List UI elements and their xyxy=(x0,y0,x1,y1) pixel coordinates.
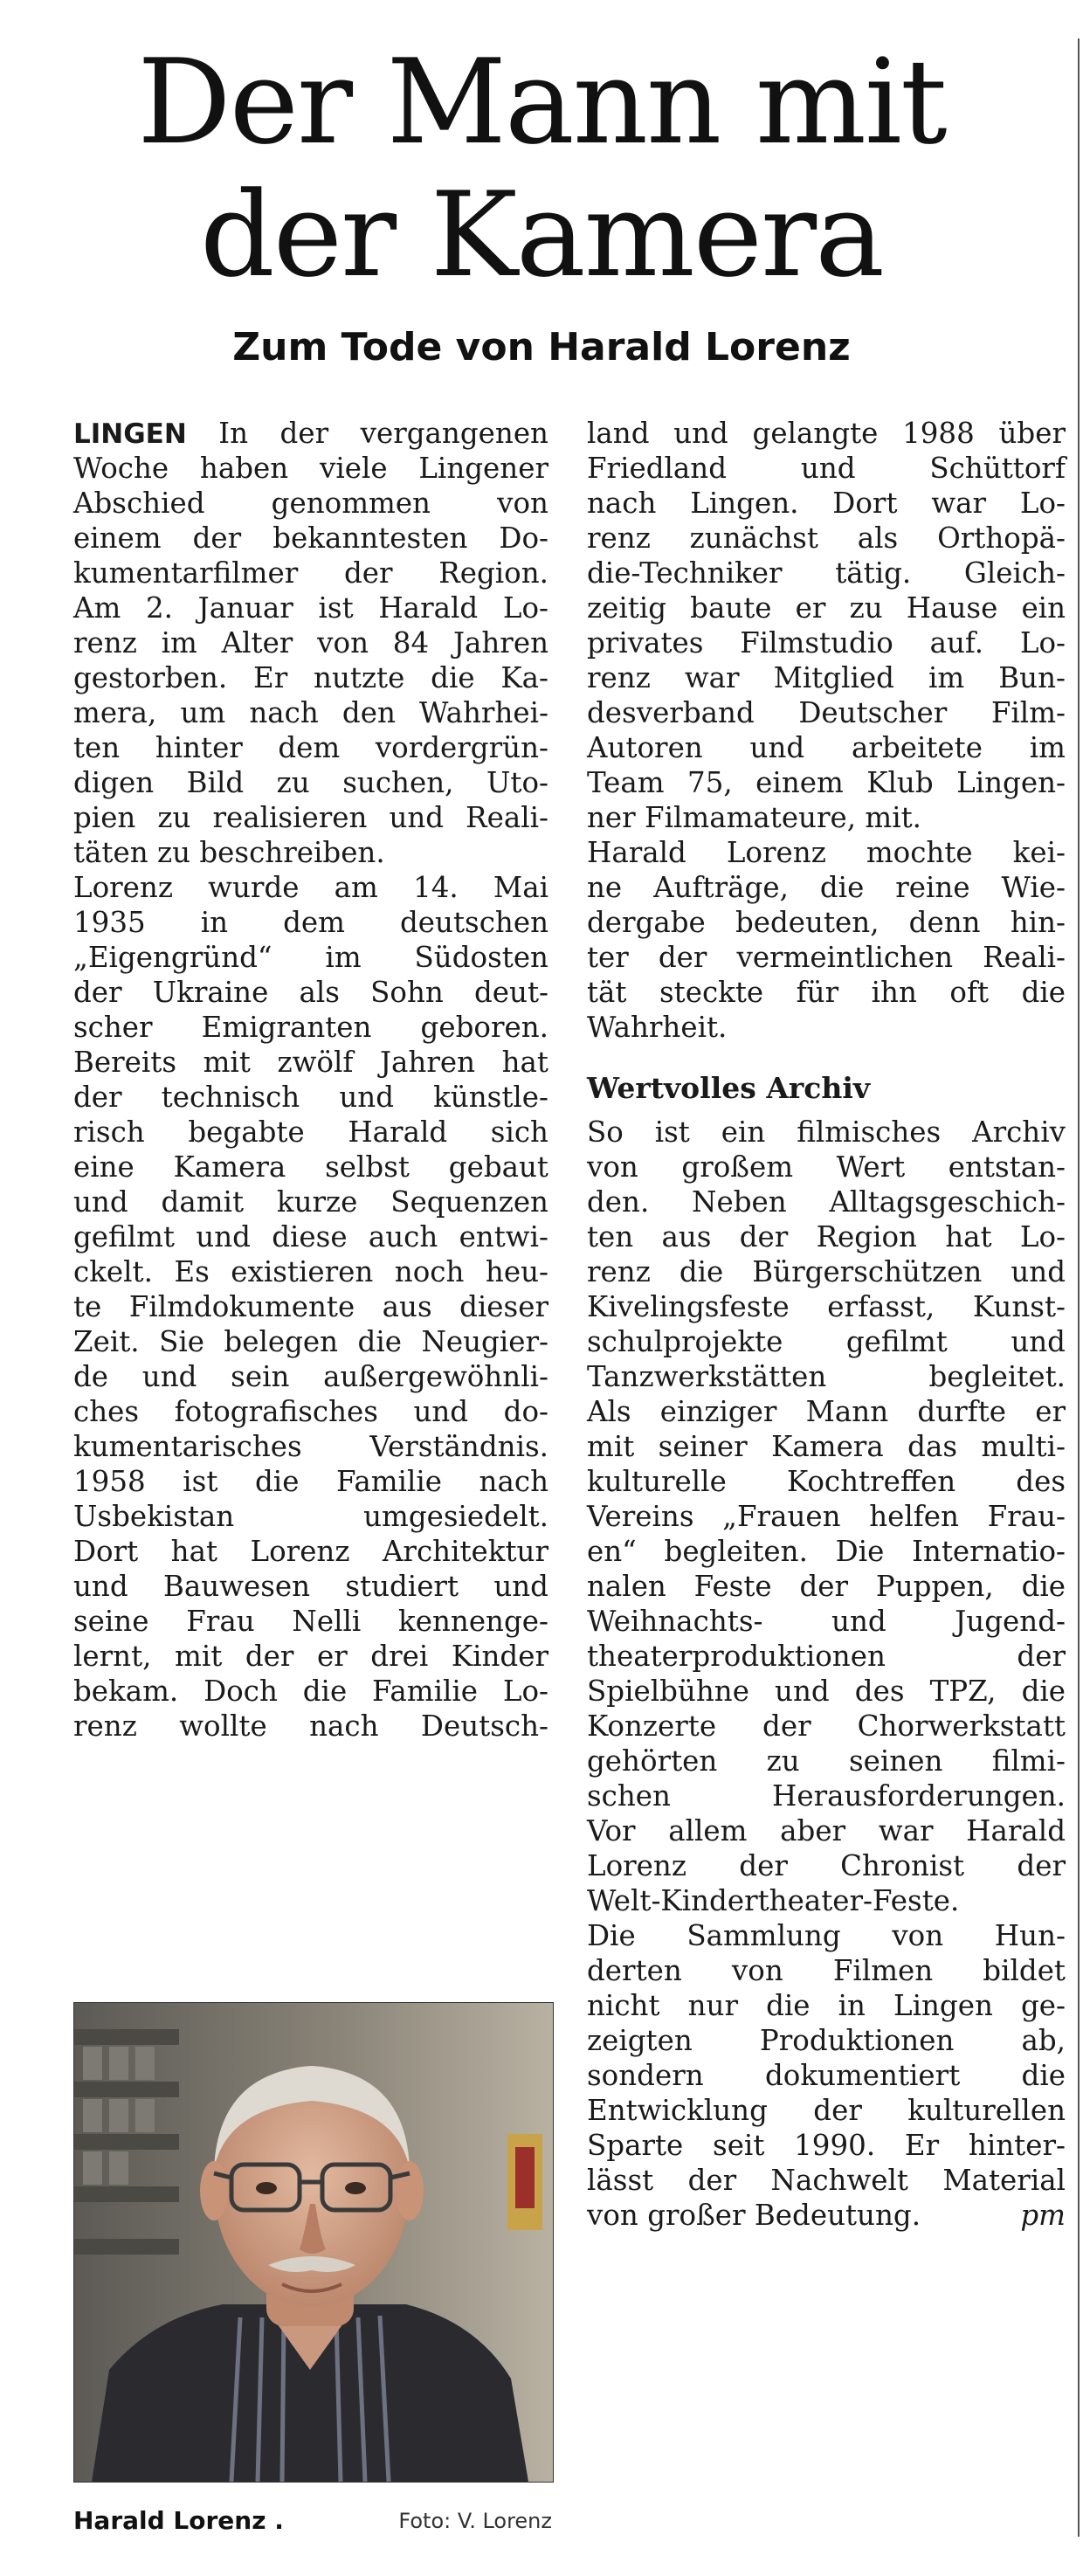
article-text-line: bekam. Doch die Familie Lo- xyxy=(73,1675,548,1708)
article-text-line: dergabe bedeuten, denn hin- xyxy=(587,906,1066,939)
article-text-line: Vor allem aber war Harald xyxy=(587,1814,1066,1847)
article-text-line: der technisch und künstle- xyxy=(73,1081,548,1114)
article-text-line: 1935 in dem deutschen xyxy=(73,906,548,939)
article-text-line: Als einziger Mann durfte er xyxy=(587,1395,1066,1428)
article-text-line: Wahrheit. xyxy=(587,1011,728,1044)
article-text-line: gestorben. Er nutzte die Ka- xyxy=(73,661,548,694)
article-text-fragment: von großer Bedeutung. xyxy=(587,2199,921,2232)
article-text-line: Weihnachts- und Jugend- xyxy=(587,1605,1066,1638)
article-text-line: nach Lingen. Dort war Lo- xyxy=(587,487,1066,520)
article-text-line: So ist ein filmisches Archiv xyxy=(587,1115,1066,1149)
article-text-line: ten aus der Region hat Lo- xyxy=(587,1220,1066,1253)
article-text-line: pien zu realisieren und Reali- xyxy=(73,801,548,834)
article-text-line: Woche haben viele Lingener xyxy=(73,452,548,485)
article-text-line: ne Aufträge, die reine Wie- xyxy=(587,871,1066,904)
article-text-line: Tanzwerkstätten begleitet. xyxy=(587,1360,1066,1393)
article-text-line: desverband Deutscher Film- xyxy=(587,696,1066,729)
author-signature: pm xyxy=(1020,2199,1066,2232)
article-text-line: ten hinter dem vordergrün- xyxy=(73,731,548,764)
article-text-line: von großem Wert entstan- xyxy=(587,1150,1066,1184)
article-text-line: und damit kurze Sequenzen xyxy=(73,1185,548,1219)
article-text-fragment: In der vergangenen xyxy=(186,417,548,450)
article-text-line: der Ukraine als Sohn deut- xyxy=(73,976,548,1009)
article-text-line: mera, um nach den Wahrhei- xyxy=(73,696,548,729)
caption-name: Harald Lorenz . xyxy=(73,2506,284,2535)
article-text-line: en“ begleiten. Die Internatio- xyxy=(587,1535,1066,1568)
article-text-line: Welt-Kindertheater-Feste. xyxy=(587,1884,960,1917)
article-text-line: ner Filmamateure, mit. xyxy=(587,801,922,834)
portrait-photo-image xyxy=(74,2003,553,2482)
article-text-line: zeigten Produktionen ab, xyxy=(587,2024,1066,2057)
article-text-line: Lorenz wurde am 14. Mai xyxy=(73,871,548,904)
article-text-line: kumentarfilmer der Region. xyxy=(73,556,548,590)
article-text-line: renz die Bürgerschützen und xyxy=(587,1255,1066,1288)
article-text-line xyxy=(73,416,548,451)
article-text-line: ckelt. Es existieren noch heu- xyxy=(73,1255,548,1288)
article-text-line: privates Filmstudio auf. Lo- xyxy=(587,626,1066,660)
article-text-line: kulturelle Kochtreffen des xyxy=(587,1465,1066,1498)
article-text-line: digen Bild zu suchen, Uto- xyxy=(73,766,548,799)
article-text-line xyxy=(587,2198,1066,2233)
subheadline: Zum Tode von Harald Lorenz xyxy=(232,325,851,369)
article-text-line: nicht nur die in Lingen ge- xyxy=(587,1989,1066,2022)
article-text-line: schulprojekte gefilmt und xyxy=(587,1325,1066,1358)
article-text-line: „Eigengründ“ im Südosten xyxy=(73,941,548,974)
article-text-line: Harald Lorenz mochte kei- xyxy=(587,836,1066,869)
article-text-line: sondern dokumentiert die xyxy=(587,2059,1066,2092)
article-text-line: Abschied genommen von xyxy=(73,487,548,520)
column-rule xyxy=(1078,38,1080,2537)
article-text-line: Team 75, einem Klub Lingen- xyxy=(587,766,1066,799)
article-text-line: derten von Filmen bildet xyxy=(587,1954,1066,1987)
article-text-line: Kivelingsfeste erfasst, Kunst- xyxy=(587,1290,1066,1323)
article-text-line: renz wollte nach Deutsch- xyxy=(73,1709,548,1743)
section-subheading: Wertvolles Archiv xyxy=(587,1071,871,1105)
article-text-line: theaterproduktionen der xyxy=(587,1640,1066,1673)
article-text-line: nalen Feste der Puppen, die xyxy=(587,1570,1066,1603)
article-text-line: mit seiner Kamera das multi- xyxy=(587,1430,1066,1463)
article-text-line: Lorenz der Chronist der xyxy=(587,1849,1066,1882)
article-text-line: Konzerte der Chorwerkstatt xyxy=(587,1709,1066,1743)
article-text-line: Zeit. Sie belegen die Neugier- xyxy=(73,1325,548,1358)
article-text-line: renz zunächst als Orthopä- xyxy=(587,521,1066,555)
article-column-left xyxy=(73,416,548,1744)
article-text-line: Am 2. Januar ist Harald Lo- xyxy=(73,591,548,625)
photo-credit: Foto: V. Lorenz xyxy=(398,2509,552,2533)
article-text-line: gehörten zu seinen filmi- xyxy=(587,1744,1066,1778)
headline-line-2: der Kamera xyxy=(199,167,884,303)
article-text-line: zeitig baute er zu Hause ein xyxy=(587,591,1066,625)
article-text-line: lässt der Nachwelt Material xyxy=(587,2164,1066,2197)
article-text-line: de und sein außergewöhnli- xyxy=(73,1360,548,1393)
article-text-line: renz im Alter von 84 Jahren xyxy=(73,626,548,660)
article-text-line: den. Neben Alltagsgeschich- xyxy=(587,1185,1066,1219)
article-text-line: 1958 ist die Familie nach xyxy=(73,1465,548,1498)
article-text-line: Bereits mit zwölf Jahren hat xyxy=(73,1046,548,1079)
article-text-line: täten zu beschreiben. xyxy=(73,836,385,869)
article-text-line: einem der bekanntesten Do- xyxy=(73,521,548,555)
article-text-line: und Bauwesen studiert und xyxy=(73,1570,548,1603)
article-text-line: Dort hat Lorenz Architektur xyxy=(73,1535,548,1568)
article-text-line: tät steckte für ihn oft die xyxy=(587,976,1066,1009)
dateline: LINGEN xyxy=(73,418,187,450)
article-text-line: schen Herausforderungen. xyxy=(587,1779,1066,1813)
article-text-line: Sparte seit 1990. Er hinter- xyxy=(587,2129,1066,2162)
article-text-line: kumentarisches Verständnis. xyxy=(73,1430,548,1463)
headline-line-1: Der Mann mit xyxy=(137,34,946,170)
article-text-line: Die Sammlung von Hun- xyxy=(587,1919,1066,1952)
article-text-line: die-Techniker tätig. Gleich- xyxy=(587,556,1066,590)
article-text-line: ter der vermeintlichen Reali- xyxy=(587,941,1066,974)
article-text-line: Autoren und arbeitete im xyxy=(587,731,1066,764)
article-text-line: Entwicklung der kulturellen xyxy=(587,2094,1066,2127)
article-text-line: renz war Mitglied im Bun- xyxy=(587,661,1066,694)
photo-caption xyxy=(73,2503,552,2538)
article-text-line: Spielbühne und des TPZ, die xyxy=(587,1675,1066,1708)
article-text-line: eine Kamera selbst gebaut xyxy=(73,1150,548,1184)
article-text-line: Vereins „Frauen helfen Frau- xyxy=(587,1500,1066,1533)
article-text-line: seine Frau Nelli kennenge- xyxy=(73,1605,548,1638)
article-text-line: Usbekistan umgesiedelt. xyxy=(73,1500,548,1533)
article-text-line: risch begabte Harald sich xyxy=(73,1115,548,1149)
portrait-photo xyxy=(73,2002,554,2483)
article-text-line: land und gelangte 1988 über xyxy=(587,417,1066,450)
article-text-line: ches fotografisches und do- xyxy=(73,1395,548,1428)
article-text-line: lernt, mit der er drei Kinder xyxy=(73,1640,548,1673)
article-text-line: scher Emigranten geboren. xyxy=(73,1011,548,1044)
article-text-line: te Filmdokumente aus dieser xyxy=(73,1290,548,1323)
article-text-line: Friedland und Schüttorf xyxy=(587,452,1066,485)
article-column-right xyxy=(587,416,1066,2233)
article-text-line: gefilmt und diese auch entwi- xyxy=(73,1220,548,1253)
